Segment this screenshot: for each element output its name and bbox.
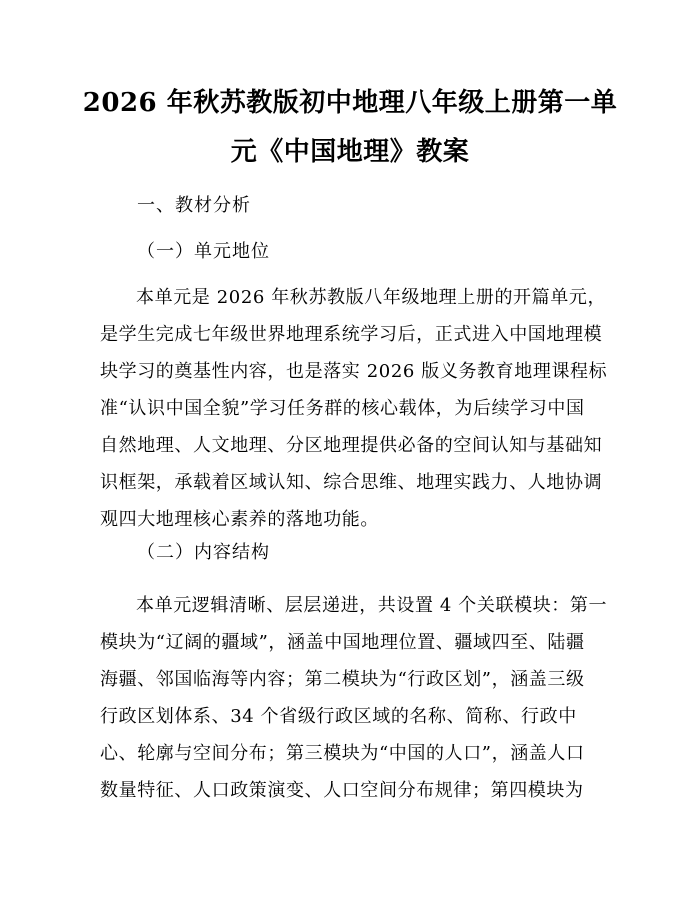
- subsection-heading-unit-position: （一）单元地位: [137, 241, 270, 262]
- paragraph-line: 本单元逻辑清晰、层层递进，共设置 4 个关联模块：第一: [136, 595, 608, 616]
- paragraph-line: 本单元是 2026 年秋苏教版八年级地理上册的开篇单元，: [136, 287, 607, 308]
- paragraph-line: 心、轮廓与空间分布；第三模块为“中国的人口”，涵盖人口: [100, 743, 585, 764]
- paragraph-line: 块学习的奠基性内容，也是落实 2026 版义务教育地理课程标: [100, 361, 608, 382]
- paragraph-line: 是学生完成七年级世界地理系统学习后，正式进入中国地理模: [100, 324, 603, 345]
- paragraph-line: 数量特征、人口政策演变、人口空间分布规律；第四模块为: [100, 780, 584, 801]
- paragraph-line: 准“认识中国全貌”学习任务群的核心载体，为后续学习中国: [100, 398, 585, 419]
- subsection-heading-content-structure: （二）内容结构: [137, 542, 270, 563]
- paragraph-line: 行政区划体系、34 个省级行政区域的名称、简称、行政中: [100, 706, 577, 727]
- paragraph-line: 识框架，承载着区域认知、综合思维、地理实践力、人地协调: [100, 472, 603, 493]
- document-title-line-1: 2026 年秋苏教版初中地理八年级上册第一单: [82, 88, 618, 118]
- paragraph-line: 海疆、邻国临海等内容；第二模块为“行政区划”，涵盖三级: [100, 669, 585, 690]
- paragraph-line: 观四大地理核心素养的落地功能。: [100, 509, 379, 530]
- section-heading-analysis: 一、教材分析: [137, 195, 251, 216]
- document-title-line-2: 元《中国地理》教案: [230, 137, 470, 167]
- paragraph-line: 自然地理、人文地理、分区地理提供必备的空间认知与基础知: [100, 435, 603, 456]
- paragraph-line: 模块为“辽阔的疆域”，涵盖中国地理位置、疆域四至、陆疆: [100, 632, 585, 653]
